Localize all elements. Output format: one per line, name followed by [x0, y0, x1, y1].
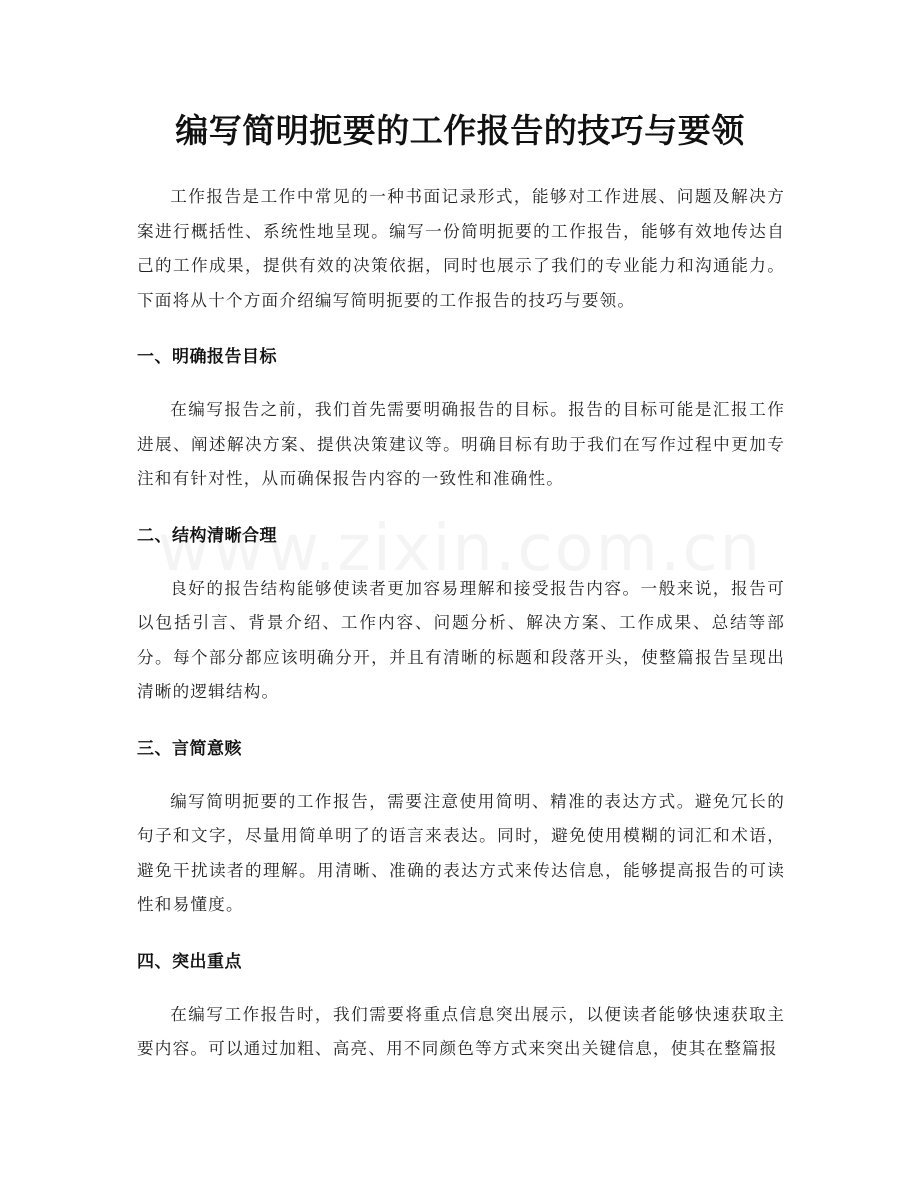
spacer [137, 710, 785, 737]
spacer [137, 923, 785, 950]
spacer [137, 548, 785, 572]
section-heading-4: 四、突出重点 [137, 951, 242, 972]
spacer [137, 497, 785, 524]
spacer [137, 974, 785, 998]
document-title: 编写简明扼要的工作报告的技巧与要领 [175, 111, 745, 150]
spacer [137, 369, 785, 393]
section-body-3: 编写简明扼要的工作报告，需要注意使用简明、精准的表达方式。避免冗长的句子和文字，尽量用简单明了的语言来表达。同时，避免使用模糊的词汇和术语，避免干扰读者的理解。用清晰、准确的表达方式来传达信息，能够提高报告的可读性和易懂度。 [137, 791, 785, 914]
intro-paragraph: 工作报告是工作中常见的一种书面记录形式，能够对工作进展、问题及解决方案进行概括性、系统性地呈现。编写一份简明扼要的工作报告，能够有效地传达自己的工作成果，提供有效的决策依据，同时也展示了我们的专业能力和沟通能力。下面将从十个方面介绍编写简明扼要的工作报告的技巧与要领。 [137, 187, 785, 310]
document-body [137, 180, 785, 1067]
spacer [137, 318, 785, 345]
section-body-4: 在编写工作报告时，我们需要将重点信息突出展示，以便读者能够快速获取主要内容。可以通过加粗、高亮、用不同颜色等方式来突出关键信息，使其在整篇报 [137, 1004, 785, 1058]
spacer [137, 761, 785, 785]
section-body-2: 良好的报告结构能够使读者更加容易理解和接受报告内容。一般来说，报告可以包括引言、背景介绍、工作内容、问题分析、解决方案、工作成果、总结等部分。每个部分都应该明确分开，并且有清晰的标题和段落开头，使整篇报告呈现出清晰的逻辑结构。 [137, 578, 785, 701]
section-body-1: 在编写报告之前，我们首先需要明确报告的目标。报告的目标可能是汇报工作进展、阐述解决方案、提供决策建议等。明确目标有助于我们在写作过程中更加专注和有针对性，从而确保报告内容的一致性和准确性。 [137, 400, 785, 488]
section-heading-1: 一、明确报告目标 [137, 347, 277, 367]
section-heading-2: 二、结构清晰合理 [137, 525, 277, 546]
section-heading-3: 三、言简意赅 [137, 738, 242, 759]
